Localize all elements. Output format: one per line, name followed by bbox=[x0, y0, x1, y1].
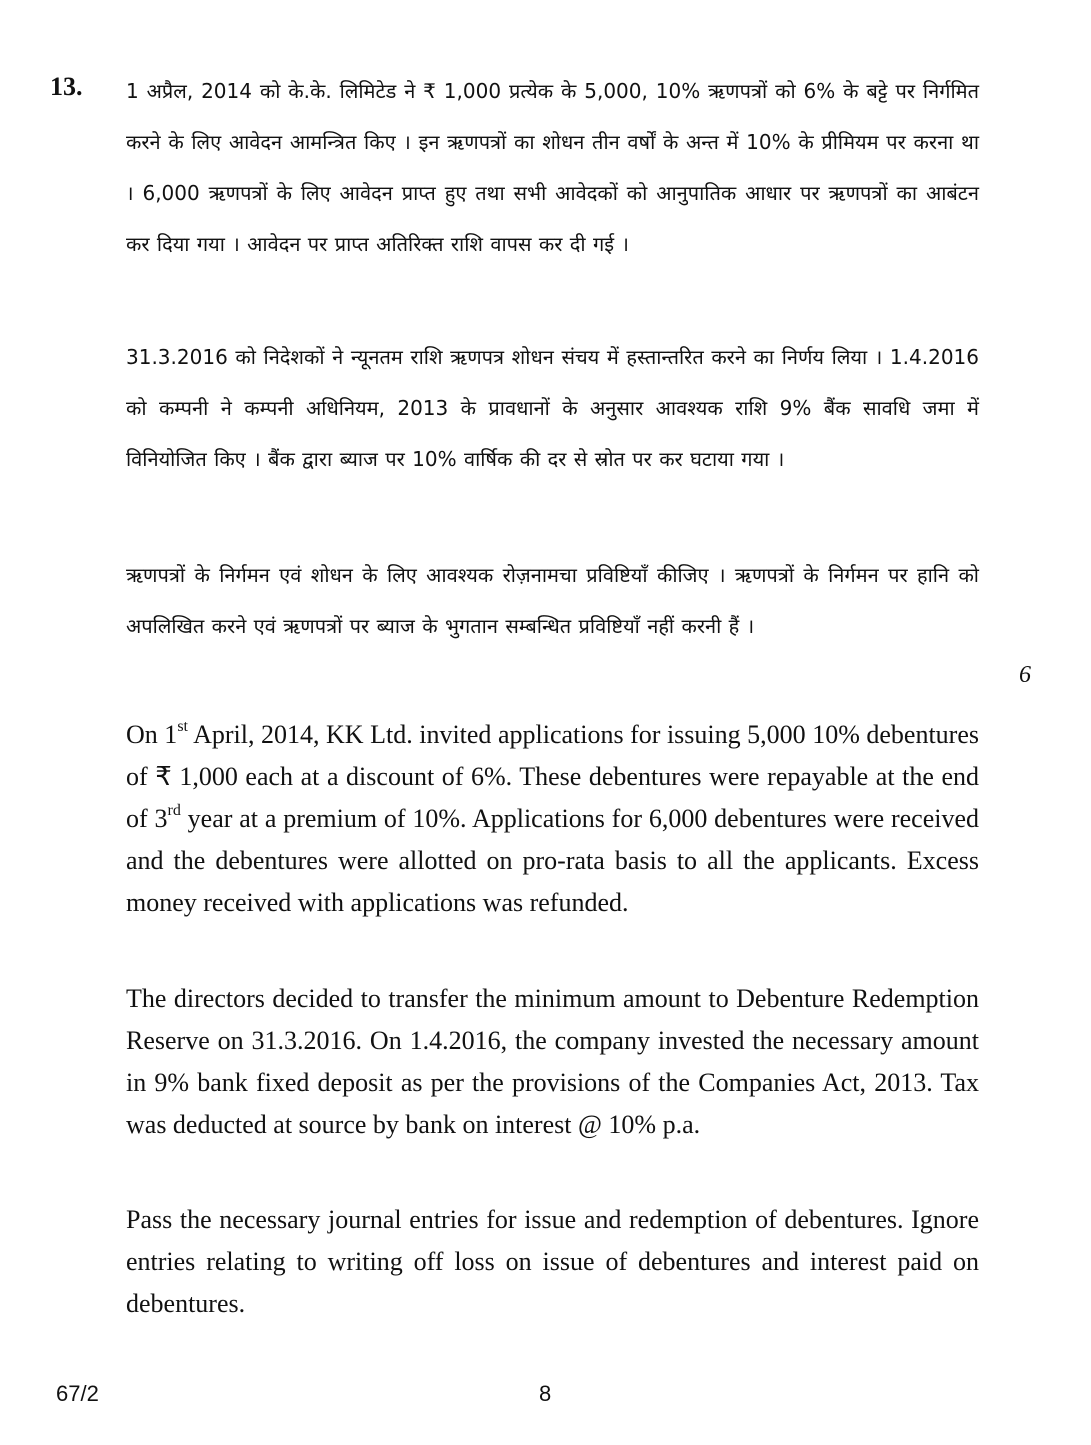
english-paragraph-2: The directors decided to transfer the minimum amount to Debenture Redemption Reserve on 31.3.2016. On 1.4.2016, the company invested the necessary amount in 9% bank fixed deposit as per the provisions of the Companies Act, 2013. Tax was deducted at source by bank on interest @ 10% p.a. bbox=[126, 984, 979, 1139]
hindi-paragraph-3: ऋणपत्रों के निर्गमन एवं शोधन के लिए आवश्यक रोज़नामचा प्रविष्टियाँ कीजिए । ऋणपत्रों के निर्गमन पर हानि को अपलिखित करने एवं ऋणपत्रों पर ब्याज के भुगतान सम्बन्धित प्रविष्टियाँ नहीं करनी हैं । bbox=[126, 563, 979, 638]
english-paragraph-1 bbox=[126, 714, 979, 924]
english-paragraph-1-part-1: On 1 bbox=[126, 720, 178, 749]
page-number: 8 bbox=[539, 1381, 552, 1406]
paper-code: 67/2 bbox=[56, 1381, 99, 1406]
english-paragraph-1-part-3: year at a premium of 10%. Applications for 6,000 debentures were received and the debentures were allotted on pro-rata basis to all the applicants. Excess money received with applications was refunded. bbox=[126, 804, 979, 917]
hindi-paragraph-1: 1 अप्रैल, 2014 को के.के. लिमिटेड ने ₹ 1,000 प्रत्येक के 5,000, 10% ऋणपत्रों को 6% के बट्टे पर निर्गमित करने के लिए आवेदन आमन्त्रित किए । इन ऋणपत्रों का शोधन तीन वर्षों के अन्त में 10% के प्रीमियम पर करना था । 6,000 ऋणपत्रों के लिए आवेदन प्राप्त हुए तथा सभी आवेदकों को आनुपातिक आधार पर ऋणपत्रों का आबंटन कर दिया गया । आवेदन पर प्राप्त अतिरिक्त राशि वापस कर दी गई । bbox=[126, 79, 979, 256]
english-paragraph-1-part-2: April, 2014, KK Ltd. invited applications for issuing 5,000 10% debentures of ₹ 1,000 each at a discount of 6%. These debentures were repayable at the end of 3 bbox=[126, 720, 979, 833]
ordinal-suffix-st: st bbox=[177, 718, 188, 736]
ordinal-suffix-rd: rd bbox=[167, 802, 181, 820]
english-paragraph-3: Pass the necessary journal entries for issue and redemption of debentures. Ignore entries relating to writing off loss on issue of debentures and interest paid on debentures. bbox=[126, 1205, 979, 1318]
question-number: 13. bbox=[50, 72, 83, 101]
marks-label: 6 bbox=[1019, 662, 1031, 688]
hindi-paragraph-2: 31.3.2016 को निदेशकों ने न्यूनतम राशि ऋणपत्र शोधन संचय में हस्तान्तरित करने का निर्णय लिया । 1.4.2016 को कम्पनी ने कम्पनी अधिनियम, 2013 के प्रावधानों के अनुसार आवश्यक राशि 9% बैंक सावधि जमा में विनियोजित किए । बैंक द्वारा ब्याज पर 10% वार्षिक की दर से स्रोत पर कर घटाया गया । bbox=[126, 345, 979, 471]
